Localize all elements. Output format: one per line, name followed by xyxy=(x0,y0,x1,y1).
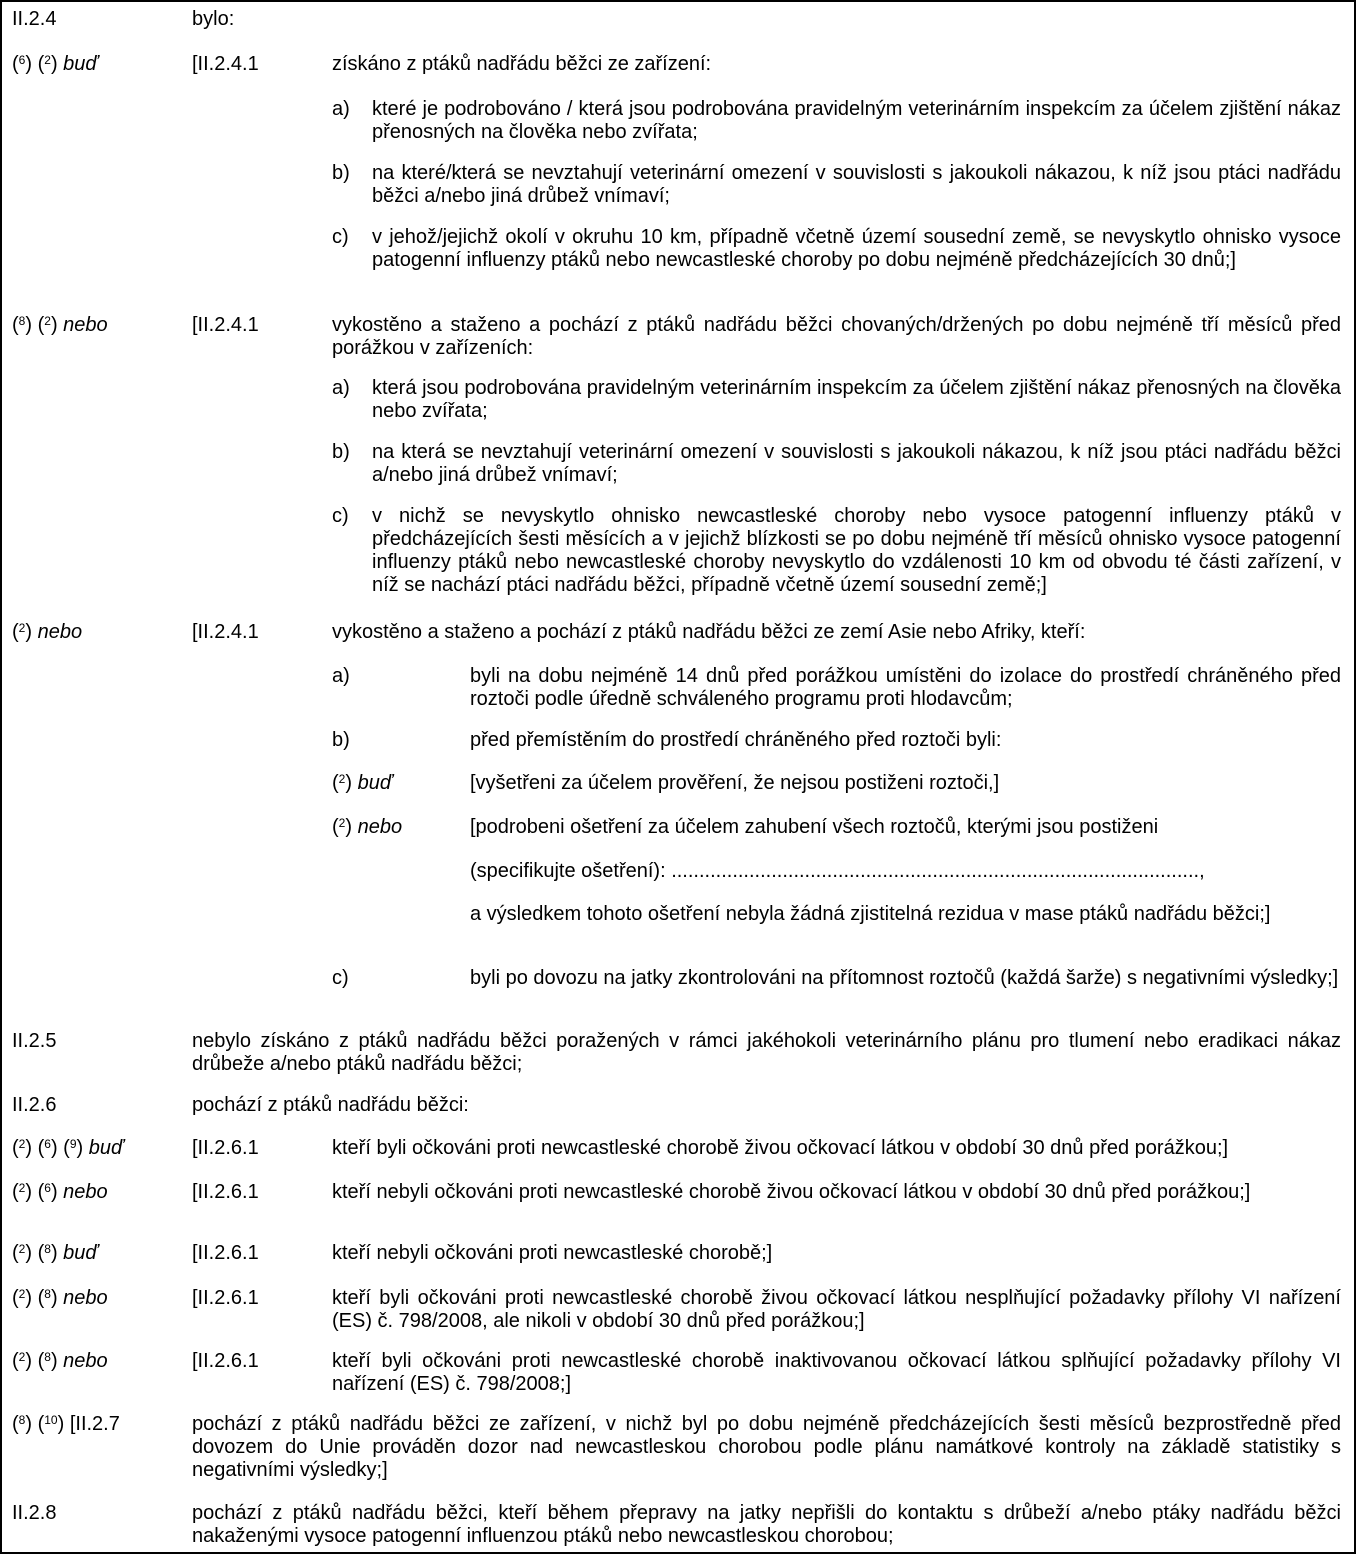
item-text: kteří byli očkováni proti newcastleské chorobě živou očkovací látkou v období 30 dnů před porážkou;] xyxy=(332,1137,1229,1159)
item-code: [II.2.6.1 xyxy=(192,1287,259,1309)
item-text: vykostěno a staženo a pochází z ptáků nadřádu běžci chovaných/držených po dobu nejméně tří měsíců před porážkou v zařízeních: xyxy=(332,314,1341,359)
item-code: [II.2.6.1 xyxy=(192,1137,259,1159)
section-text: pochází z ptáků nadřádu běžci: xyxy=(192,1094,469,1116)
list-text: v nichž se nevyskytlo ohnisko newcastleské choroby nebo vysoce patogenní influenzy ptáků v předcházejících šesti měsících a v jejichž blízkosti se po dobu nejméně tří měsíců ohnisko vysoce patogenní influenzy ptáků nebo newcastleské choroby nevyskytlo do vzdálenosti 10 km od obvodu té části zařízení, v níž se nachází ptáci nadřádu běžci, případně včetně území sousední země;] xyxy=(372,505,1341,596)
list-text: před přemístěním do prostředí chráněného před roztoči byli: xyxy=(470,729,1002,751)
list-text: v jehož/jejichž okolí v okruhu 10 km, případně včetně území sousední země, se nevyskytlo ohnisko vysoce patogenní influenzy ptáků nebo newcastleské choroby po dobu nejméně předcházejících 30 dnů;] xyxy=(372,226,1341,271)
section-code: II.2.6 xyxy=(12,1094,57,1116)
option-text: [podrobeni ošetření za účelem zahubení všech roztočů, kterými jsou postiženi xyxy=(470,816,1159,838)
option-label: ($^2$) ($^6$) nebo xyxy=(12,1181,108,1203)
section-text: bylo: xyxy=(192,8,235,30)
item-text: vykostěno a staženo a pochází z ptáků nadřádu běžci ze zemí Asie nebo Afriky, kteří: xyxy=(332,621,1086,643)
list-label: a) xyxy=(332,98,350,120)
section-code: II.2.4 xyxy=(12,8,57,30)
item-text: kteří byli očkováni proti newcastleské chorobě živou očkovací látkou nesplňující požadavky přílohy VI nařízení (ES) č. 798/2008, ale nikoli v období 30 dnů před porážkou;] xyxy=(332,1287,1341,1332)
item-code: [II.2.6.1 xyxy=(192,1350,259,1372)
option-label: ($^2$) ($^8$) buď xyxy=(12,1242,98,1264)
section-code: II.2.5 xyxy=(12,1030,57,1052)
option-label: ($^8$) ($^{10}$) [II.2.7 xyxy=(12,1413,120,1435)
item-code: [II.2.4.1 xyxy=(192,621,259,643)
list-label: a) xyxy=(332,377,350,399)
list-text: která jsou podrobována pravidelným veterinárním inspekcím za účelem zjištění nákaz přenosných na člověka nebo zvířata; xyxy=(372,377,1341,422)
list-label: a) xyxy=(332,665,350,687)
option-text: [vyšetřeni za účelem prověření, že nejsou postiženi roztoči,] xyxy=(470,772,1000,794)
list-label: b) xyxy=(332,729,350,751)
item-code: [II.2.4.1 xyxy=(192,314,259,336)
list-text: na která se nevztahují veterinární omezení v souvislosti s jakoukoli nákazou, k níž jsou ptáci nadřádu běžci a/nebo jiná drůbež vnímaví; xyxy=(372,441,1341,486)
option-label: ($^2$) ($^8$) nebo xyxy=(12,1287,108,1309)
list-text: byli po dovozu na jatky zkontrolováni na přítomnost roztočů (každá šarže) s negativními výsledky;] xyxy=(470,967,1339,989)
section-text: pochází z ptáků nadřádu běžci, kteří během přepravy na jatky nepřišli do kontaktu s drůbeží a/nebo ptáky nadřádu běžci nakaženými vysoce patogenní influenzou ptáků nebo newcastleskou chorobou; xyxy=(192,1502,1341,1547)
list-text: které je podrobováno / která jsou podrobována pravidelným veterinárním inspekcím za účelem zjištění nákaz přenosných na člověka nebo zvířata; xyxy=(372,98,1341,143)
item-code: [II.2.4.1 xyxy=(192,53,259,75)
section-text: nebylo získáno z ptáků nadřádu běžci poražených v rámci jakéhokoli veterinárního plánu pro tlumení nebo eradikaci nákaz drůbeže a/nebo ptáků nadřádu běžci; xyxy=(192,1030,1341,1075)
option-label: ($^2$) ($^6$) ($^9$) buď xyxy=(12,1137,124,1159)
option-label: ($^2$) nebo xyxy=(12,621,83,643)
section-text: pochází z ptáků nadřádu běžci ze zařízení, v nichž byl po dobu nejméně předcházejících šesti měsíců bezprostředně před dovozem do Unie prováděn dozor nad newcastleskou chorobou podle plánu namátkové kontroly na základě statistiky s negativními výsledky;] xyxy=(192,1413,1341,1481)
list-label: b) xyxy=(332,441,350,463)
option-label: ($^2$) ($^8$) nebo xyxy=(12,1350,108,1372)
list-text: byli na dobu nejméně 14 dnů před porážkou umístěni do izolace do prostředí chráněného před roztoči podle úředně schváleného programu proti hlodavcům; xyxy=(470,665,1341,710)
item-code: [II.2.6.1 xyxy=(192,1181,259,1203)
option-label: ($^2$) buď xyxy=(332,772,393,794)
item-code: [II.2.6.1 xyxy=(192,1242,259,1264)
section-code: II.2.8 xyxy=(12,1502,57,1524)
list-label: c) xyxy=(332,505,349,527)
item-text: získáno z ptáků nadřádu běžci ze zařízení: xyxy=(332,53,712,75)
item-text: kteří nebyli očkováni proti newcastleské chorobě;] xyxy=(332,1242,773,1264)
list-label: c) xyxy=(332,967,349,989)
treatment-spec-line: (specifikujte ošetření): ..............................................................................................., xyxy=(470,860,1205,882)
option-label: ($^2$) nebo xyxy=(332,816,403,838)
list-label: c) xyxy=(332,226,349,248)
option-text: a výsledkem tohoto ošetření nebyla žádná zjistitelná rezidua v mase ptáků nadřádu běžci;] xyxy=(470,903,1271,925)
item-text: kteří nebyli očkováni proti newcastleské chorobě živou očkovací látkou v období 30 dnů před porážkou;] xyxy=(332,1181,1251,1203)
list-text: na které/která se nevztahují veterinární omezení v souvislosti s jakoukoli nákazou, k níž jsou ptáci nadřádu běžci a/nebo jiná drůbež vnímaví; xyxy=(372,162,1341,207)
option-label: ($^8$) ($^2$) nebo xyxy=(12,314,108,336)
list-label: b) xyxy=(332,162,350,184)
option-label: ($^6$) ($^2$) buď xyxy=(12,53,98,75)
item-text: kteří byli očkováni proti newcastleské chorobě inaktivovanou očkovací látkou splňující požadavky přílohy VI nařízení (ES) č. 798/2008;] xyxy=(332,1350,1341,1395)
